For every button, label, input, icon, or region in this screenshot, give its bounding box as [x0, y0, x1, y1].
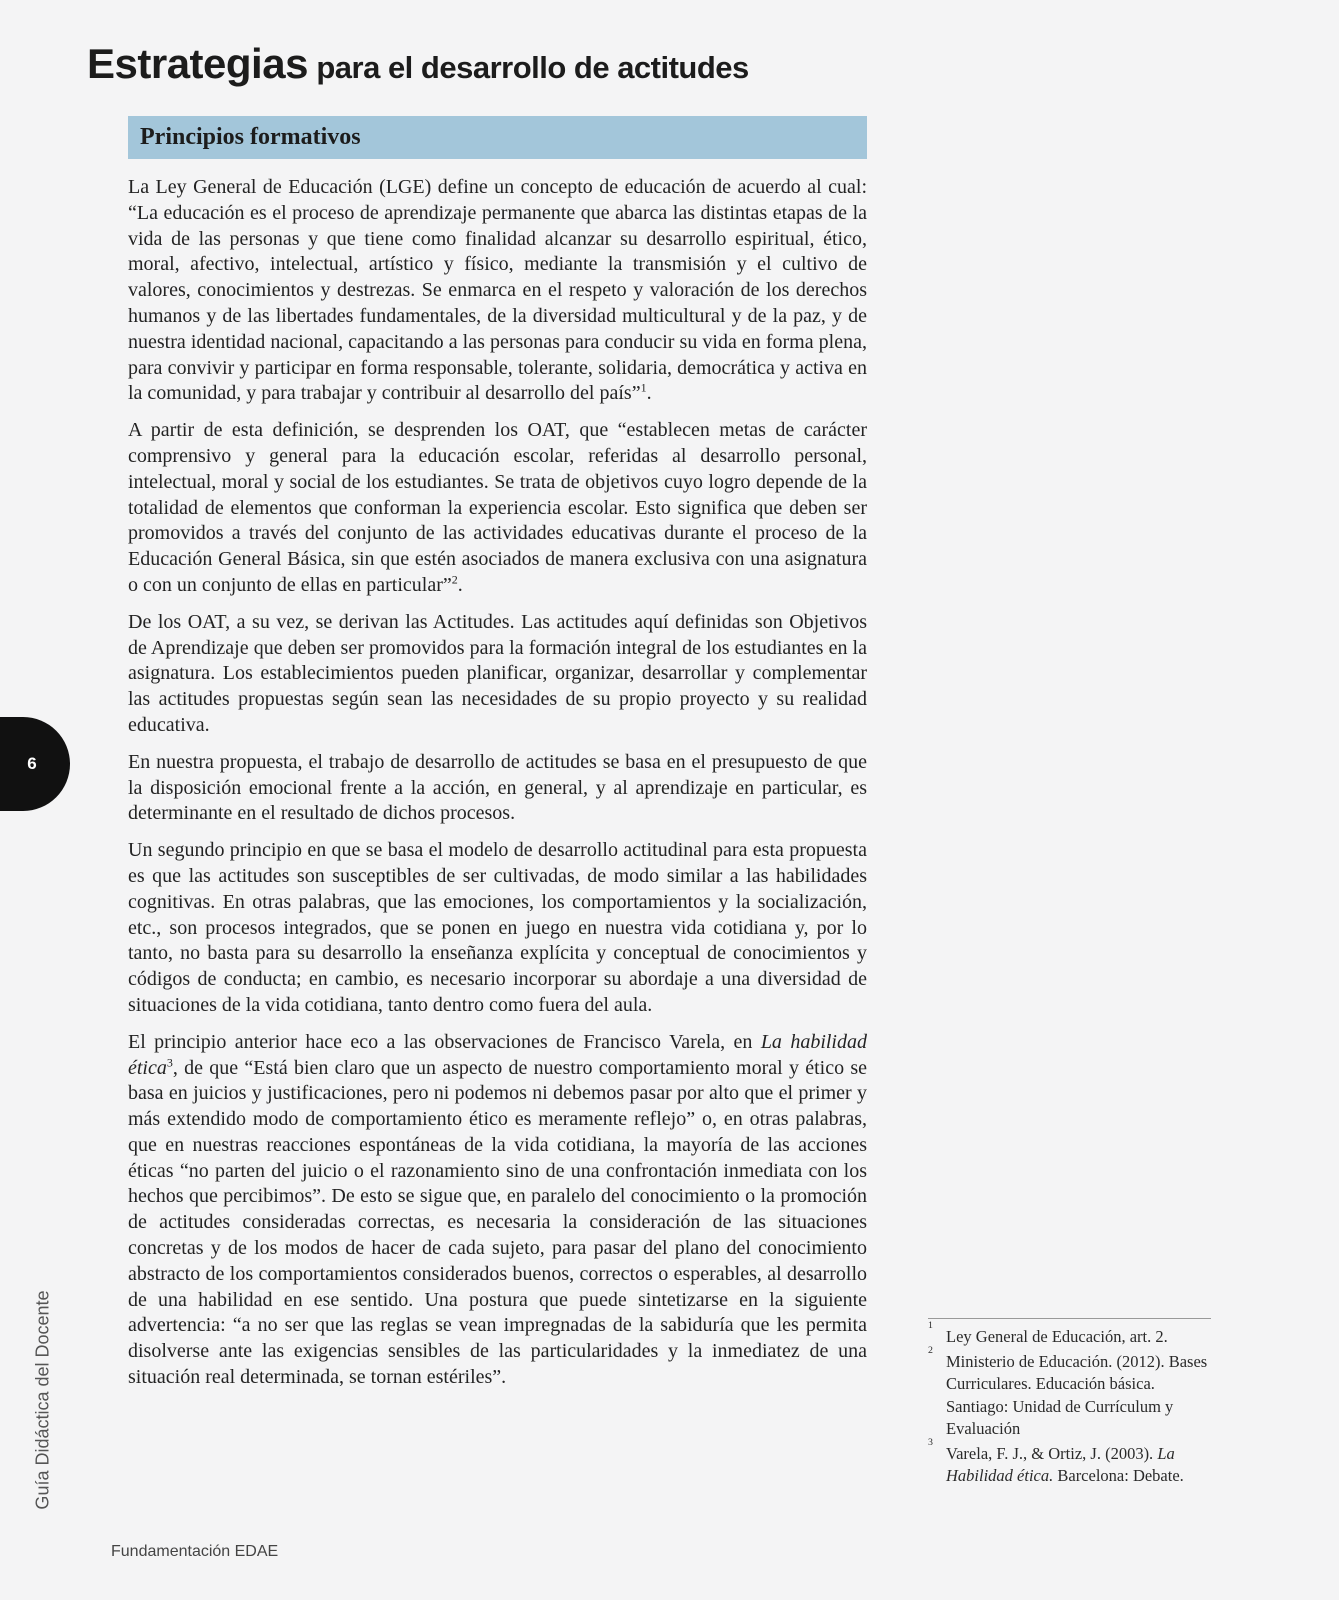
- section-header: [128, 116, 867, 159]
- body-text: [128, 175, 867, 1402]
- title-main: Estrategias: [87, 40, 308, 87]
- footnote-text: Ministerio de Educación. (2012). Bases Curriculares. Educación básica. Santiago: Unidad de Currículum y Evaluación: [946, 1351, 1208, 1438]
- footnote-book-title: La Habilidad ética.: [946, 1443, 1175, 1485]
- paragraph: De los OAT, a su vez, se derivan las Actitudes. Las actitudes aquí definidas son Objetivos de Aprendizaje que deben ser promovidos para la formación integral de los estudiantes en la asignatura. Los establecimientos pueden planificar, organizar, desarrollar y complementar las actitudes propuestas según sean las necesidades de su propio proyecto y su realidad educativa.: [128, 610, 867, 736]
- paragraph: [128, 1030, 867, 1391]
- footnote: [928, 1344, 1218, 1441]
- section-heading: Principios formativos: [140, 124, 361, 150]
- footnote-text: Ley General de Educación, art. 2.: [946, 1327, 1168, 1346]
- paragraph-text: A partir de esta definición, se desprenden los OAT, que “establecen metas de carácter comprensivo y general para la educación escolar, referidas al desarrollo personal, intelectual, moral y social de los estudiantes. Se trata de objetivos cuyo logro depende de la totalidad de elementos que conforman la experiencia escolar. Esto significa que deben ser promovidos a través del conjunto de las actividades educativas durante el proceso de la Educación General Básica, sin que estén asociados de manera exclusiva con una asignatura o con un conjunto de ellas en particular”: [128, 419, 867, 596]
- paragraph: En nuestra propuesta, el trabajo de desarrollo de actitudes se basa en el presupuesto de que la disposición emocional frente a la acción, en general, y al aprendizaje en particular, es determinante en el resultado de dichos procesos.: [128, 750, 867, 825]
- footnotes: [928, 1320, 1218, 1490]
- paragraph: Un segundo principio en que se basa el modelo de desarrollo actitudinal para esta propuesta es que las actitudes son susceptibles de ser cultivadas, de modo similar a las habilidades cognitivas. En otras palabras, que las emociones, los comportamientos y la socialización, etc., son procesos integrados, que se ponen en juego en nuestra vida cotidiana y, por lo tanto, no basta para su desarrollo la enseñanza explícita y conceptual de conocimientos y códigos de conducta; en cambio, es necesario incorporar su abordaje a una diversidad de situaciones de la vida cotidiana, tanto dentro como fuera del aula.: [128, 839, 867, 1016]
- footnote-divider: [928, 1318, 1211, 1319]
- title-rest: para el desarrollo de actitudes: [316, 50, 749, 85]
- footnote-ref[interactable]: 2: [451, 572, 458, 587]
- footer-label: Fundamentación EDAE: [111, 1543, 279, 1560]
- footnote-tail: Barcelona: Debate.: [1053, 1466, 1184, 1485]
- paragraph-text: La Ley General de Educación (LGE) define un concepto de educación de acuerdo al cual: “La educación es el proceso de aprendizaje permanente que abarca las distintas etapas de la vida de las personas y que tiene como finalidad alcanzar su desarrollo espiritual, ético, moral, afectivo, intelectual, artístico y físico, mediante la transmisión y el cultivo de valores, conocimientos y destrezas. Se enmarca en el respeto y valoración de los derechos humanos y de las libertades fundamentales, de la diversidad multicultural y de la paz, y de nuestra identidad nacional, capacitando a las personas para conducir su vida en forma plena, para convivir y participar en forma responsable, tolerante, solidaria, democrática y activa en la comunidad, y para trabajar y contribuir al desarrollo del país”: [128, 176, 867, 405]
- paragraph: [128, 175, 867, 407]
- paragraph: [128, 418, 867, 599]
- paragraph-tail: .: [457, 573, 463, 596]
- footnote-number: 3: [928, 1436, 933, 1448]
- footnote-ref[interactable]: 1: [640, 380, 647, 395]
- page-number: 6: [27, 754, 37, 773]
- page-number-tab: [0, 717, 70, 811]
- footnote: [928, 1320, 1218, 1349]
- footnote-number: 1: [928, 1320, 933, 1331]
- paragraph-text: , de que “Está bien claro que un aspecto de nuestro comportamiento moral y ético se basa en juicios y justificaciones, pero ni podemos ni debemos pasar por alto que el primer y más extendido modo de comportamiento ético es meramente reflejo” o, en otras palabras, que en nuestras reacciones espontáneas de la vida cotidiana, la mayoría de las acciones éticas “no parten del juicio o el razonamiento sino de una confrontación inmediata con los hechos que percibimos”. De esto se sigue que, en paralelo del conocimiento o la promoción de actitudes consideradas correctas, es necesaria la consideración de las situaciones concretas y de los modos de hacer de cada sujeto, para pasar del plano del conocimiento abstracto de los comportamientos considerados buenos, correctos o esperables, al desarrollo de una habilidad en ese sentido. Una postura que puede sintetizarse en la siguiente advertencia: “a no ser que las reglas se vean impregnadas de la sabiduría que les permita disolverse ante las exigencias sensibles de las particularidades y la inmediatez de una situación real determinada, se tornan estériles”.: [128, 1056, 867, 1389]
- footnote-lead: Varela, F. J., & Ortiz, J. (2003).: [946, 1443, 1158, 1463]
- footnote-number: 2: [928, 1344, 933, 1356]
- book-title: La habilidad ética: [128, 1030, 867, 1079]
- paragraph-tail: .: [646, 382, 652, 405]
- footnote: [928, 1436, 1218, 1488]
- footnote-text: [946, 1443, 1218, 1488]
- page-title: [87, 40, 749, 88]
- footnote-ref[interactable]: 3: [166, 1054, 173, 1069]
- side-label: Guía Didáctica del Docente: [32, 1290, 53, 1510]
- paragraph-lead: El principio anterior hace eco a las observaciones de Francisco Varela, en: [128, 1030, 761, 1053]
